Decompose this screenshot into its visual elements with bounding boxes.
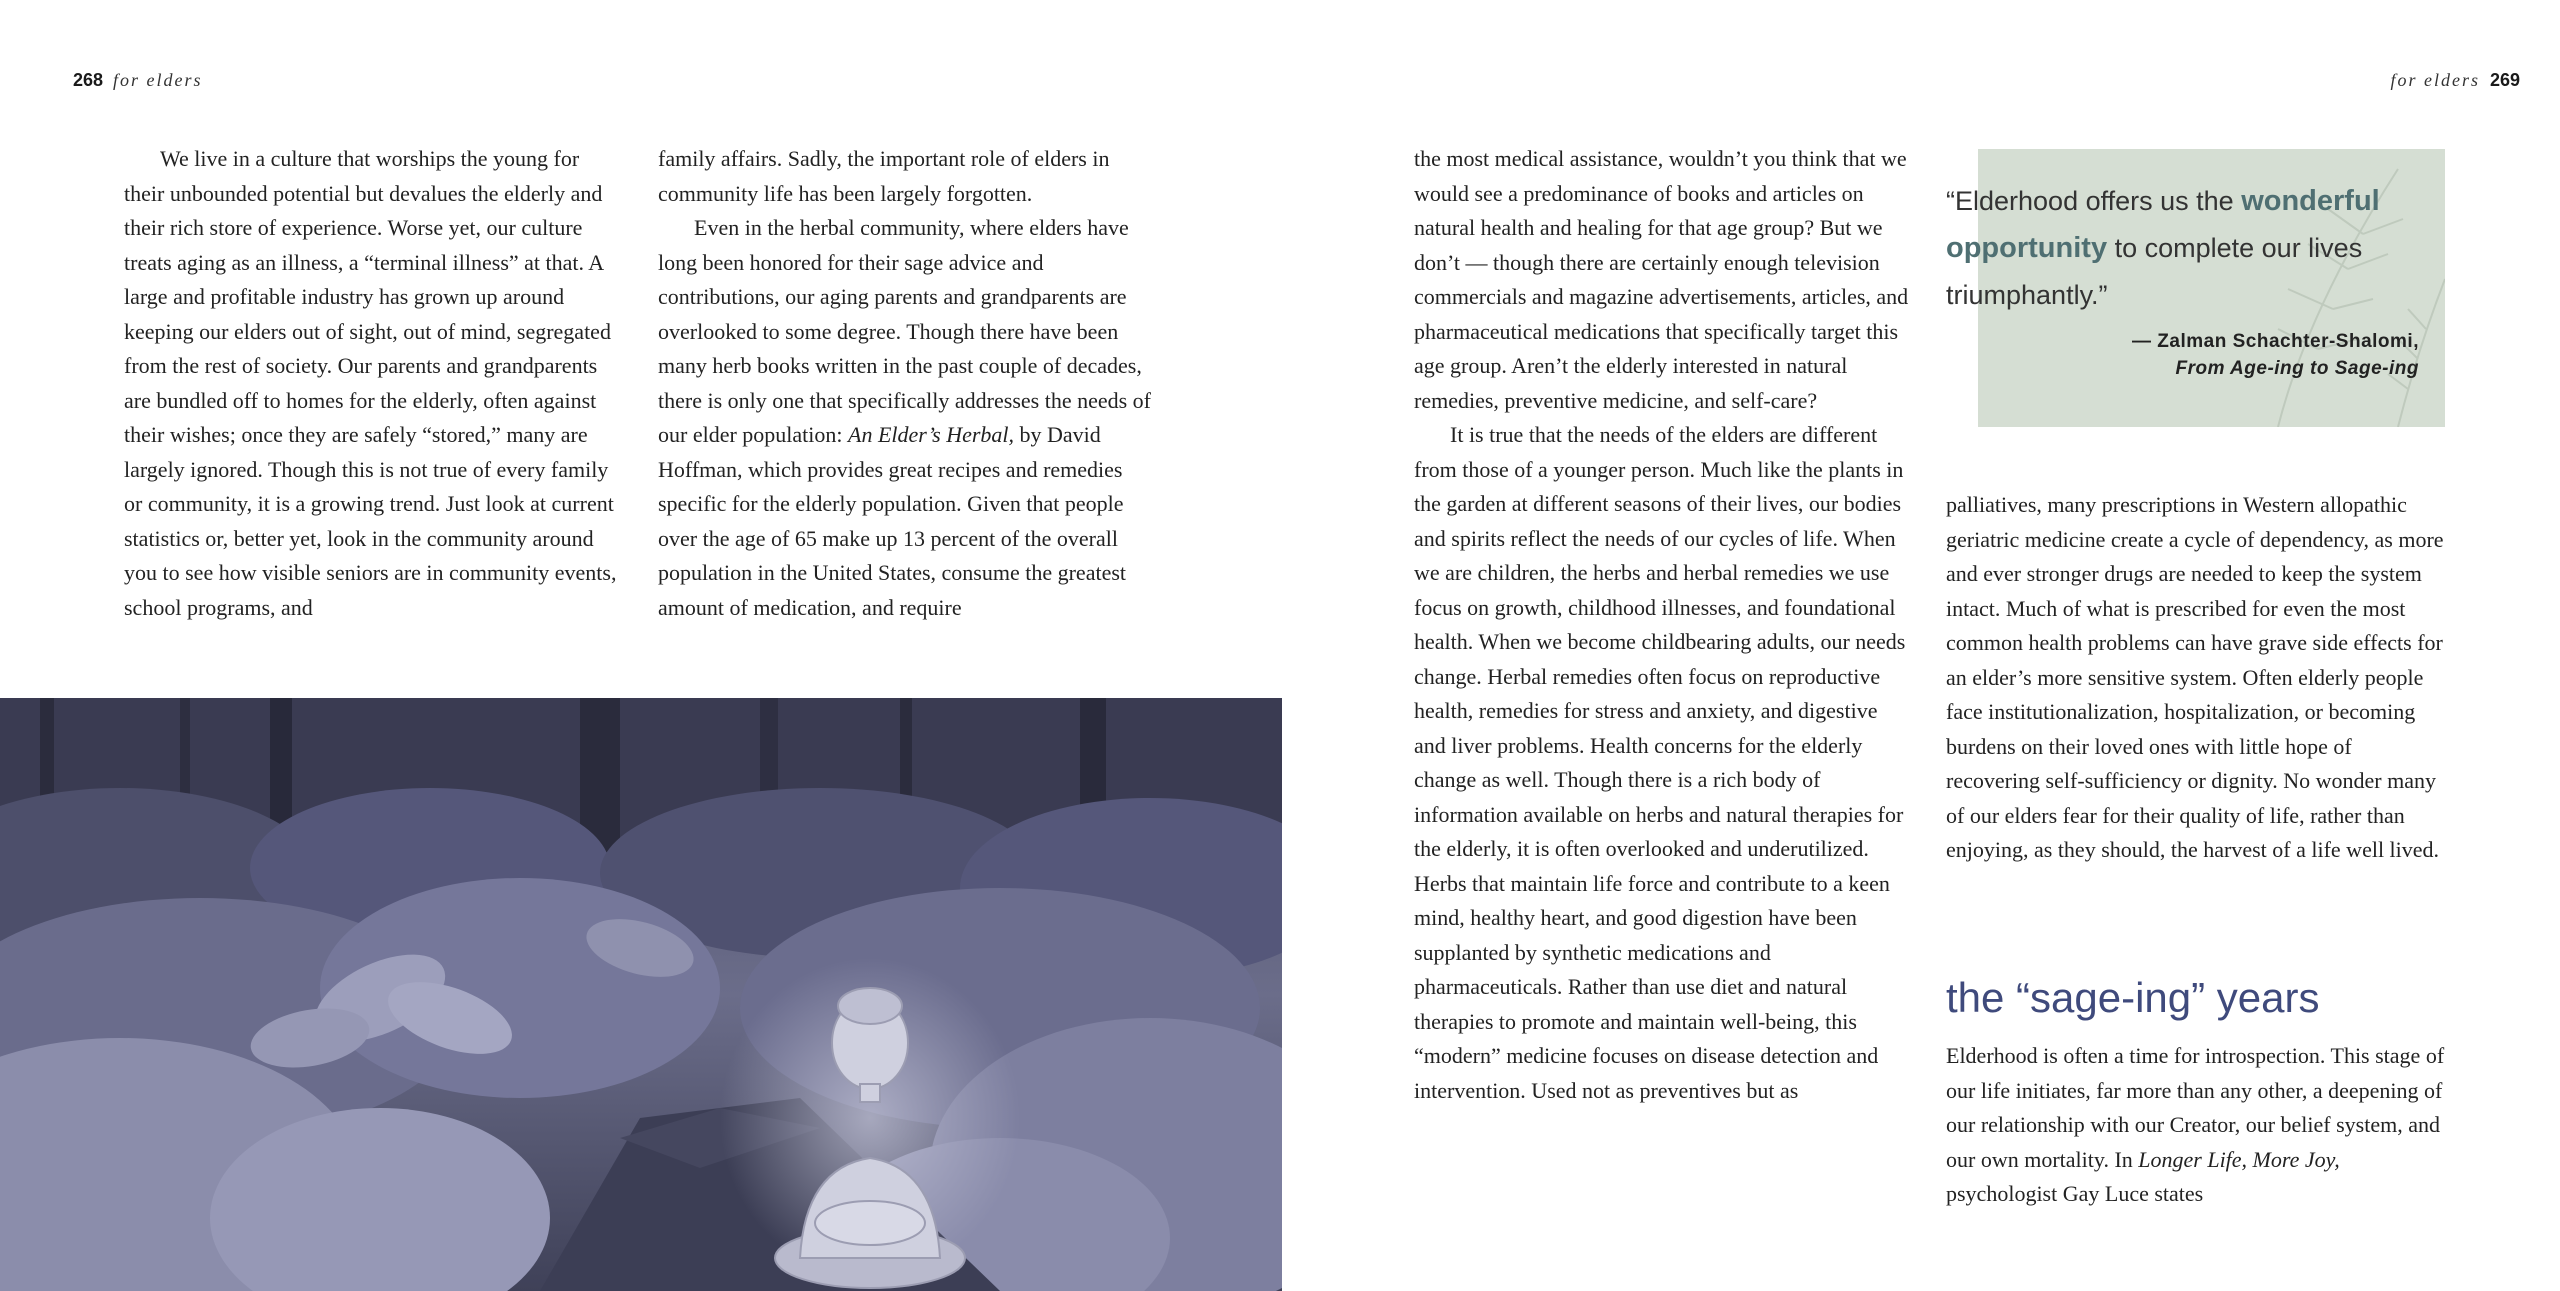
body-paragraph: palliatives, many prescriptions in Western allopathic geriatric medicine create a cycle of dependency, as more and ever stronger drugs are needed to keep the system intact. Much of what is prescribed for even the most common health problems can have grave side effects for an elder’s more sensitive system. Often elderly people face institutionalization, hospitalization, or becoming burdens on their loved ones with little hope of recovering self-sufficiency or dignity. No wonder many of our elders fear for their quality of life, rather than enjoying, as they should, the harvest of a life well lived. xyxy=(1946,492,2444,862)
text-span: Even in the herbal community, where elders have long been honored for their sage advice and contributions, our aging parents and grandparents are overlooked to some degree. Though there have been many herb books written in the past couple of decades, there is only one that specifically addresses the needs of our elder population: xyxy=(658,215,1152,447)
body-paragraph: We live in a culture that worships the young for their unbounded potential but devalues the elderly and their rich store of experience. Worse yet, our culture treats aging as an illness, a “terminal illness” at that. A large and profitable industry has grown up around keeping our elders out of sight, out of mind, segregated from the rest of society. Our parents and grandparents are bundled off to homes for the elderly, often against their wishes; once they are safely “stored,” many are largely ignored. Though this is not true of every family or community, it is a growing trend. Just look at current statistics or, better yet, look in the community around you to see how visible seniors are in community events, school programs, and xyxy=(124,146,617,620)
section-subhead: the “sage-ing” years xyxy=(1946,974,2320,1021)
text-span: by David Hoffman, which provides great recipes and remedies specific for the elderly population. Given that people over the age of 65 make up 13 percent of the overall population in the United States, consume the greatest amount of medication, and require xyxy=(658,422,1127,620)
left-column-2 xyxy=(658,142,1158,625)
body-paragraph: It is true that the needs of the elders are different from those of a younger person. Much like the plants in the garden at different seasons of their lives, our bodies and spirits reflect the needs of our cycles of life. When we are children, the herbs and herbal remedies we use focus on growth, childhood illnesses, and foundational health. When we become childbearing adults, our needs change. Herbal remedies often focus on reproductive health, remedies for stress and anxiety, and digestive and liver problems. Health concerns for the elderly change as well. Though there is a rich body of information available on herbs and natural therapies for the elderly, it is often overlooked and underutilized. Herbs that maintain life force and contribute to a keen mind, healthy heart, and good digestion have been supplanted by synthetic medications and pharmaceuticals. Rather than use diet and natural therapies to promote and maintain well-being, this “modern” medicine focuses on disease detection and intervention. Used not as preventives but as xyxy=(1414,422,1906,1103)
page-number-left: 268 xyxy=(73,70,104,90)
right-column-3 xyxy=(1946,1039,2446,1212)
running-head-left xyxy=(73,70,203,91)
running-head-label-left: for elders xyxy=(113,70,203,90)
running-head-label-right: for elders xyxy=(2390,70,2480,90)
quote-highlight: wonderful xyxy=(2241,185,2380,217)
garden-buddha-photo xyxy=(0,698,1282,1291)
page-number-right: 269 xyxy=(2489,70,2520,90)
body-paragraph xyxy=(658,211,1158,625)
photo-illustration xyxy=(0,698,1282,1291)
right-column-2 xyxy=(1946,488,2446,868)
text-span: psychologist Gay Luce states xyxy=(1946,1181,2204,1206)
quote-text-span: to complete our lives triumphantly.” xyxy=(1946,233,2363,310)
pull-quote-text xyxy=(1946,178,2436,319)
book-title: Longer Life, More Joy, xyxy=(2138,1146,2340,1172)
body-paragraph: family affairs. Sadly, the important role of elders in community life has been largely forgotten. xyxy=(658,146,1110,206)
quote-author: — Zalman Schachter-Shalomi, xyxy=(2132,331,2419,352)
text-span: Elderhood is often a time for introspection. This stage of our life initiates, far more than any other, a deepening of our relationship with our Creator, our belief system, and our own mortality. In xyxy=(1946,1043,2445,1172)
left-column-1 xyxy=(124,142,624,625)
quote-source: From Age-ing to Sage-ing xyxy=(2175,358,2419,379)
book-title: An Elder’s Herbal, xyxy=(848,422,1015,447)
quote-text-span: “Elderhood offers us the xyxy=(1946,186,2242,216)
right-column-1 xyxy=(1414,142,1914,1108)
pull-quote-attribution xyxy=(1946,328,2419,382)
quote-highlight: opportunity xyxy=(1946,232,2108,264)
body-paragraph xyxy=(1946,1039,2446,1212)
running-head-right xyxy=(2390,70,2520,91)
body-paragraph: the most medical assistance, wouldn’t you think that we would see a predominance of books and articles on natural health and healing for that age group? But we don’t — though there are certainly enough television commercials and magazine advertisements, articles, and pharmaceutical medications that specifically target this age group. Aren’t the elderly interested in natural remedies, preventive medicine, and self-care? xyxy=(1414,146,1909,413)
